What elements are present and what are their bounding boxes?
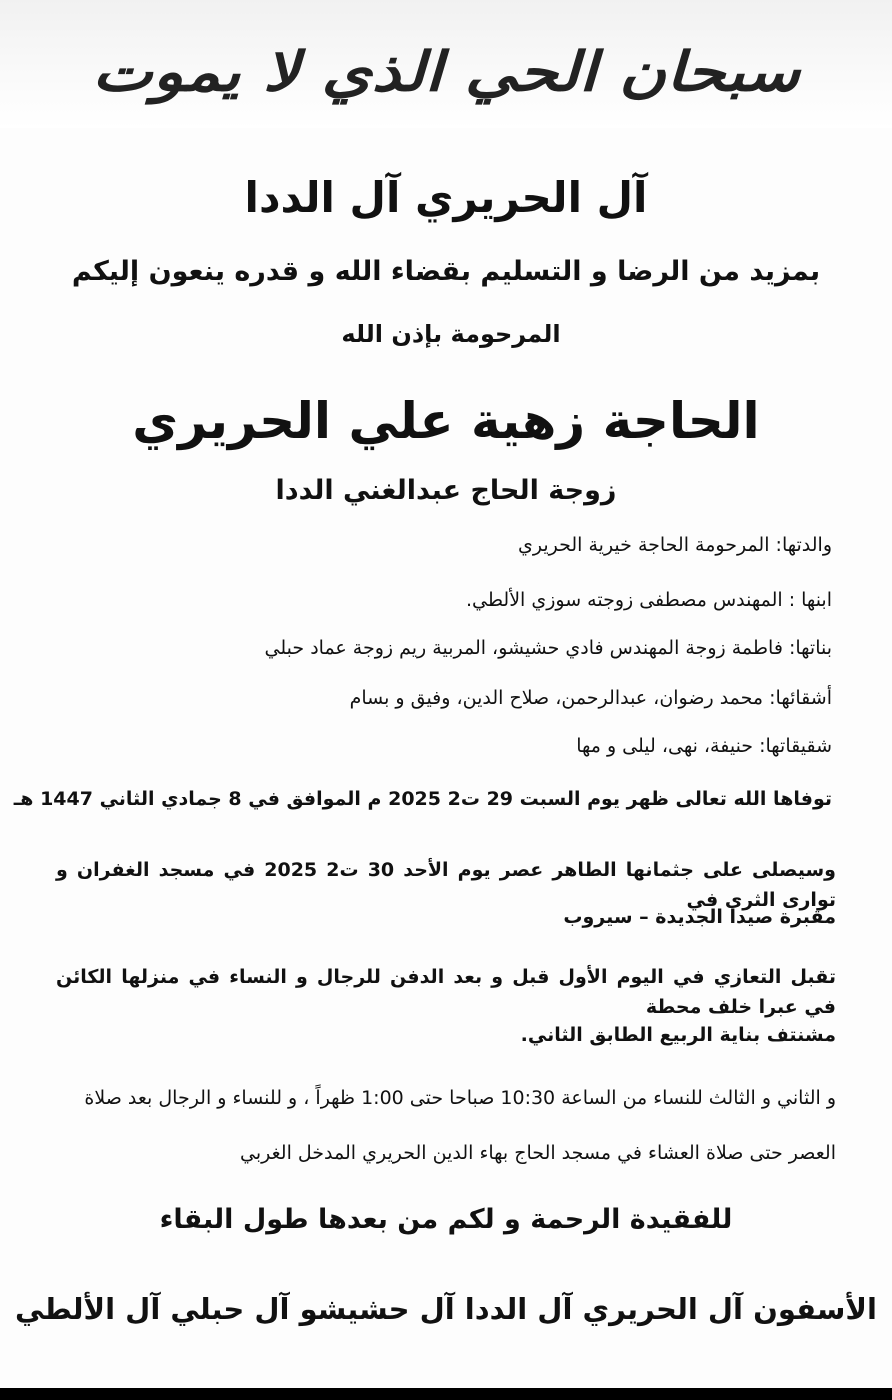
relative-label: ابنها : (788, 589, 832, 611)
deceased-spouse: زوجة الحاج عبدالغني الددا (275, 475, 617, 506)
families-title: آل الحريري آل الددا (244, 173, 648, 222)
announcement-line-1: بمزيد من الرضا و التسليم بقضاء الله و قدره ينعون إليكم (71, 256, 821, 287)
funeral-line-2: مقبرة صيدا الجديدة – سيروب (563, 906, 836, 928)
deceased-name: الحاجة زهية علي الحريري (132, 392, 760, 450)
relative-label: شقيقاتها: (759, 735, 832, 757)
relative-brothers (350, 683, 832, 713)
relative-label: والدتها: (775, 534, 832, 556)
closing-prayer: للفقيدة الرحمة و لكم من بعدها طول البقاء (159, 1204, 733, 1235)
condolences-first-day-line-2: مشنتف بناية الربيع الطابق الثاني. (520, 1024, 836, 1046)
relative-sisters (576, 731, 832, 761)
relative-text: محمد رضوان، عبدالرحمن، صلاح الدين، وفيق و بسام (349, 687, 770, 709)
condolences-other-days-line-1: و الثاني و الثالث للنساء من الساعة 10:30 صباحا حتى 1:00 ظهراً ، و للنساء و الرجال بعد صلاة (84, 1087, 836, 1109)
relative-son (466, 585, 832, 615)
relative-text: حنيفة، نهى، ليلى و مها (576, 735, 760, 757)
mourners-line: الأسفون آل الحريري آل الددا آل حشيشو آل حبلي آل الألطي (15, 1292, 877, 1326)
relative-text: المهندس مصطفى زوجته سوزي الألطي. (465, 589, 789, 611)
relative-text: المرحومة الحاجة خيرية الحريري (517, 534, 776, 556)
calligraphy-header: سبحان الحي الذي لا يموت (92, 40, 800, 104)
announcement-line-2: المرحومة بإذن الله (341, 320, 561, 348)
death-notice: توفاها الله تعالى ظهر يوم السبت 29 ت2 2025 م الموافق في 8 جمادي الثاني 1447 هـ (13, 788, 832, 810)
bottom-bar (0, 1388, 892, 1400)
funeral-line-1: وسيصلى على جثمانها الطاهر عصر يوم الأحد 30 ت2 2025 في مسجد الغفران و توارى الثرى في (56, 859, 836, 911)
condolences-other-days-line-2: العصر حتى صلاة العشاء في مسجد الحاج بهاء الدين الحريري المدخل الغربي (240, 1142, 836, 1164)
relative-label: بناتها: (788, 637, 832, 659)
relative-daughters (265, 633, 832, 663)
relative-text: فاطمة زوجة المهندس فادي حشيشو، المربية ريم زوجة عماد حبلي (264, 637, 789, 659)
condolences-first-day-line-1: تقبل التعازي في اليوم الأول قبل و بعد الدفن للرجال و النساء في منزلها الكائن في عبرا خلف محطة (56, 966, 836, 1018)
relative-label: أشقائها: (769, 687, 832, 709)
relative-mother (518, 530, 832, 560)
